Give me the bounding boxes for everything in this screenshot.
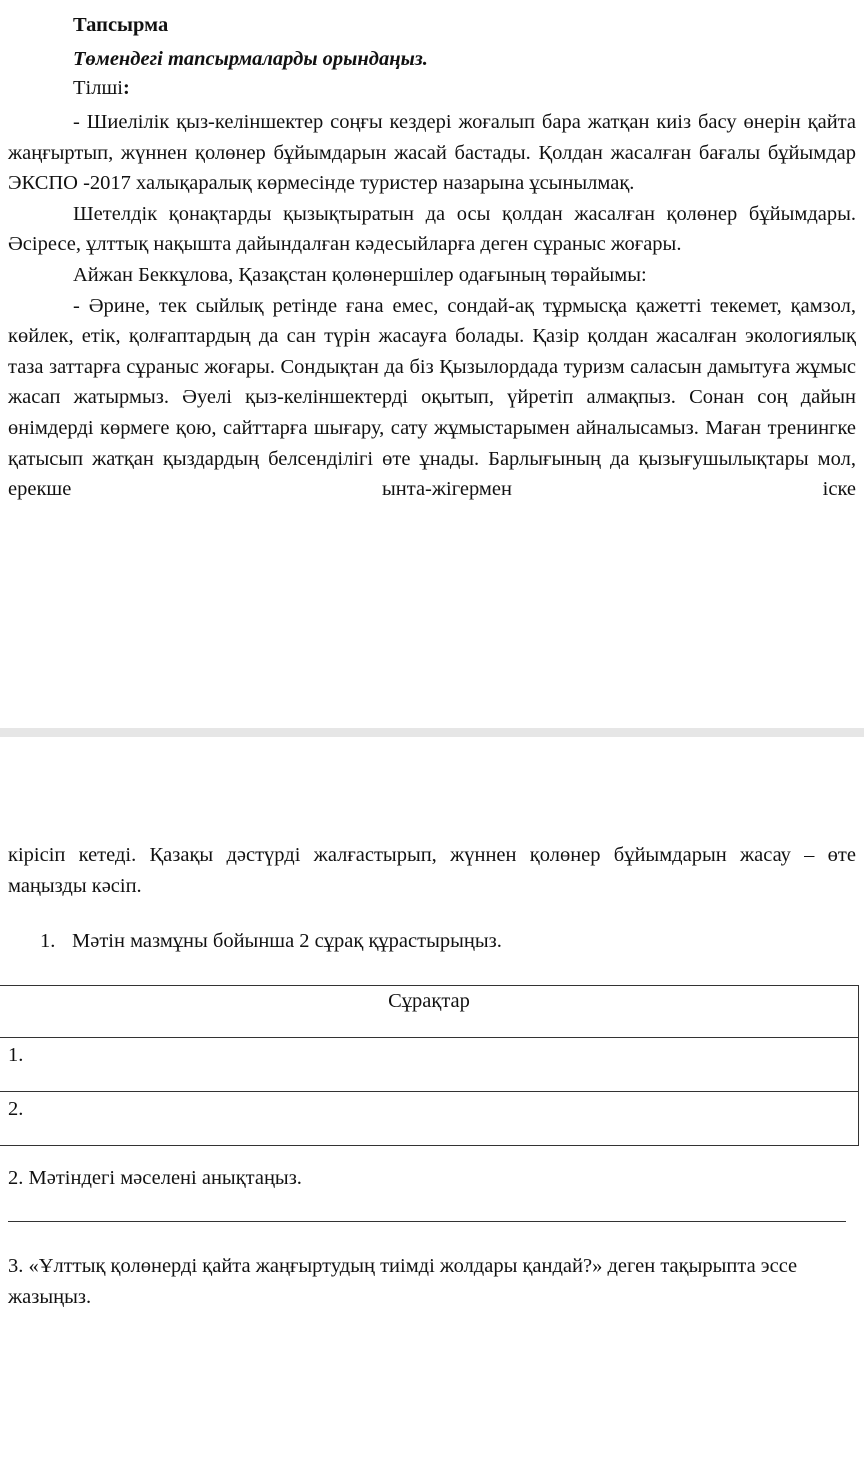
article-body — [8, 107, 856, 505]
page-top — [0, 0, 864, 728]
question-row-2[interactable]: 2. — [0, 1092, 859, 1146]
reporter-label — [73, 77, 130, 100]
task-1-text: Мәтін мазмұны бойынша 2 сұрақ құрастырыңыз. — [72, 930, 502, 952]
page-title: Тапсырма — [73, 14, 169, 36]
paragraph-continuation: кірісіп кетеді. Қазақы дәстүрді жалғастырып, жүннен қолөнер бұйымдарын жасау – өте маңызды кәсіп. — [8, 844, 856, 897]
task-1 — [40, 930, 502, 953]
task-2: 2. Мәтіндегі мәселені анықтаңыз. — [8, 1167, 302, 1189]
paragraph-2: Шетелдік қонақтарды қызықтыратын да осы қолдан жасалған қолөнер бұйымдары. Әсіресе, ұлттық нақышта дайындалған кәдесыйларға деген сұраныс жоғары. — [8, 202, 856, 256]
question-row-1[interactable]: 1. — [0, 1038, 859, 1092]
page-divider — [0, 728, 864, 737]
questions-table-header: Сұрақтар — [0, 986, 859, 1038]
reporter-label-colon: : — [122, 77, 130, 99]
answer-line[interactable] — [8, 1221, 846, 1222]
paragraph-1: - Шиелілік қыз-келіншектер соңғы кездері жоғалып бара жатқан киіз басу өнерін қайта жаңғыртып, жүннен қолөнер бұйымдарын жасай бастады. Қолдан жасалған бағалы бұйымдар ЭКСПО -2017 халықаралық көрмесінде туристер назарына ұсынылмақ. — [8, 111, 856, 195]
task-1-number: 1. — [40, 930, 56, 952]
page-bottom — [0, 737, 864, 1460]
paragraph-3: - Әрине, тек сыйлық ретінде ғана емес, сондай-ақ тұрмысқа қажетті текемет, қамзол, көйлек, етік, қолғаптардың да сан түрін жасауға болады. Қазір қолдан жасалған экологиялық таза заттарға сұраныс жоғары. Сондықтан да біз Қызылордада туризм саласын дамытуға жұмыс жасап жатырмыз. Әуелі қыз-келіншектерді оқытып, үйретіп алмақпыз. Сонан соң дайын өнімдерді көрмеге қою, сайттарға шығару, сату жұмыстарымен айналысамыз. Маған тренингке қатысып жатқан қыздардың белсенділігі өте ұнады. Барлығының да қызығушылықтары мол, ерекше ынта-жігермен іске — [8, 294, 856, 501]
speaker-line: Айжан Беккұлова, Қазақстан қолөнершілер одағының төрайымы: — [73, 263, 647, 286]
reporter-label-text: Тілші — [73, 77, 123, 99]
task-3: 3. «Ұлттық қолөнерді қайта жаңғыртудың тиімді жолдары қандай?» деген тақырыпта эссе жазыңыз. — [8, 1255, 798, 1308]
instruction-subtitle: Төмендегі тапсырмаларды орындаңыз. — [73, 48, 428, 70]
questions-table — [0, 985, 859, 1146]
